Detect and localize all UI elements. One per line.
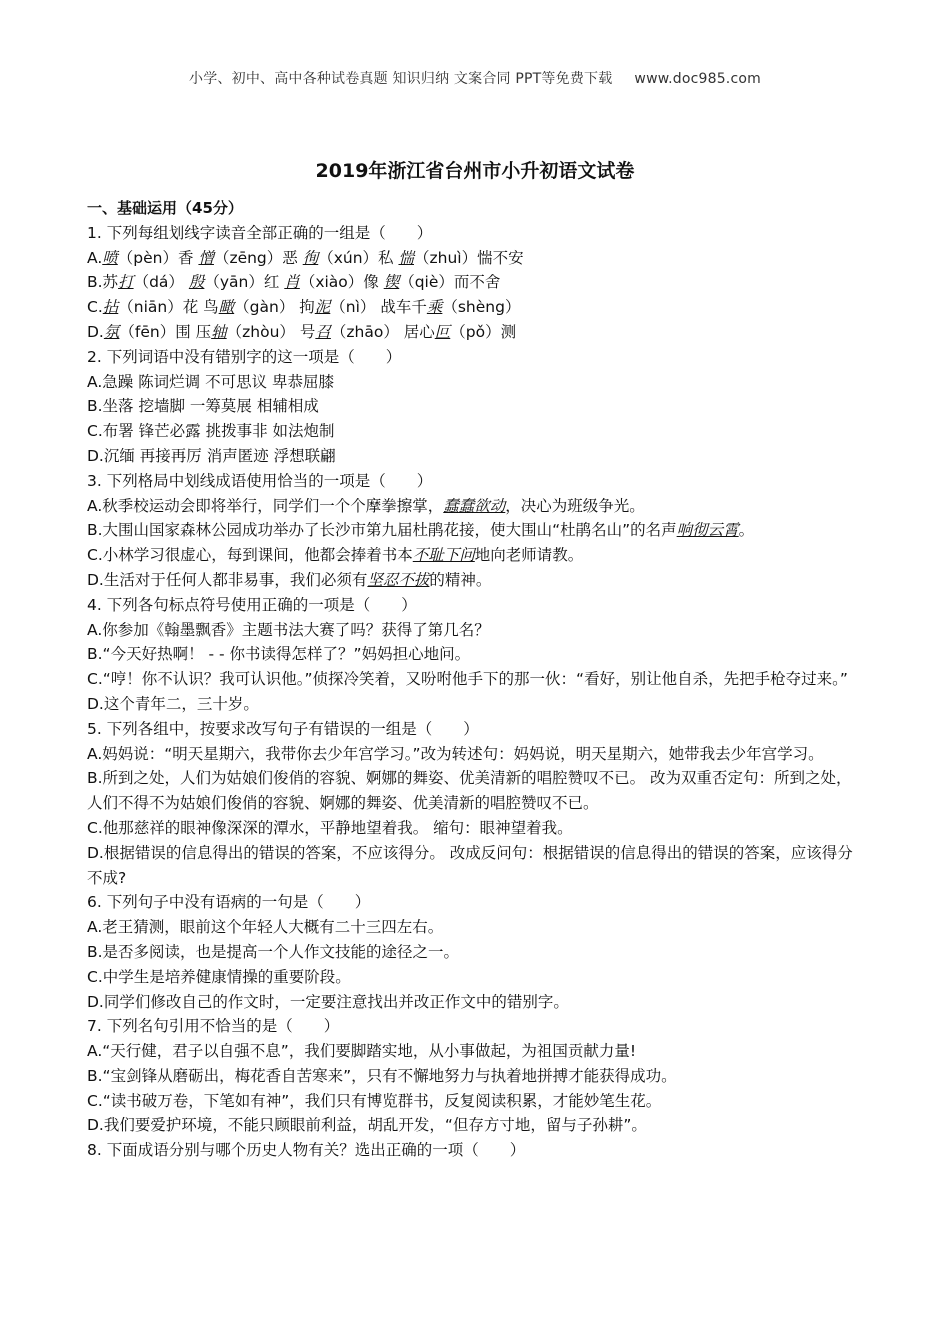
header-site-link[interactable]: www.doc985.com: [634, 71, 761, 87]
question-6-option-b: B.是否多阅读，也是提高一个人作文技能的途径之一。: [87, 942, 460, 961]
question-5-option-c: C.他那慈祥的眼神像深深的潭水，平静地望着我。 缩句：眼神望着我。: [87, 818, 573, 837]
question-4-option-a: A.你参加《翰墨飘香》主题书法大赛了吗？获得了第几名？: [87, 620, 490, 639]
question-6-stem: 6. 下列句子中没有语病的一句是（ ）: [87, 893, 371, 912]
question-3-option-b: B.大围山国家森林公园成功举办了长沙市第九届杜鹃花接，使大围山“杜鹃名山”的名声响彻云霄。: [87, 521, 755, 540]
question-2-option-a: A.急躁 陈词烂调 不可思议 卑恭屈膝: [87, 372, 335, 391]
question-4-option-d: D.这个青年二，三十岁。: [87, 694, 259, 713]
header-text: 小学、初中、高中各种试卷真题 知识归纳 文案合同 PPT等免费下载: [189, 71, 613, 87]
question-7-option-a: A.“天行健，君子以自强不息”，我们要脚踏实地，从小事做起，为祖国贡献力量!: [87, 1042, 637, 1061]
question-6-option-c: C.中学生是培养健康情操的重要阶段。: [87, 967, 351, 986]
question-2-option-c: C.布署 锋芒必露 挑拨事非 如法炮制: [87, 422, 335, 441]
exam-content: [87, 196, 865, 1163]
question-7-option-b: B.“宝剑锋从磨砺出，梅花香自苦寒来”，只有不懈地努力与执着地拼搏才能获得成功。: [87, 1066, 677, 1085]
exam-title: 2019年浙江省台州市小升初语文试卷: [315, 160, 635, 182]
question-1-option-a: A.喷（pèn）香 憎（zēng）恶 徇（xún）私 惴（zhuì）惴不安: [87, 248, 524, 267]
question-3-option-d: D.生活对于任何人都非易事，我们必须有坚忍不拔的精神。: [87, 570, 492, 589]
question-3-option-a: A.秋季校运动会即将举行，同学们一个个摩拳擦掌，蠢蠢欲动，决心为班级争光。: [87, 496, 645, 515]
question-4-option-b: B.“今天好热啊！ - - 你书读得怎样了？”妈妈担心地问。: [87, 645, 471, 664]
question-5-option-b: B.所到之处，人们为姑娘们俊俏的容貌、婀娜的舞姿、优美清新的唱腔赞叹不已。 改为双重否定句：所到之处，人们不得不为姑娘们俊俏的容貌、婀娜的舞姿、优美清新的唱腔赞叹不已。: [87, 769, 852, 813]
question-3-option-c: C.小林学习很虚心，每到课间，他都会捧着书本不耻下问地向老师请教。: [87, 546, 584, 565]
question-7-option-c: C.“读书破万卷，下笔如有神”，我们只有博览群书，反复阅读积累，才能妙笔生花。: [87, 1091, 662, 1110]
question-5-stem: 5. 下列各组中，按要求改写句子有错误的一组是（ ）: [87, 719, 479, 738]
question-1-option-b: B.苏打（dá） 殷（yān）红 肖（xiào）像 锲（qiè）而不舍: [87, 273, 501, 292]
question-3-stem: 3. 下列格局中划线成语使用恰当的一项是（ ）: [87, 471, 433, 490]
question-1-stem: 1. 下列每组划线字读音全部正确的一组是（ ）: [87, 223, 433, 242]
question-5-option-d: D.根据错误的信息得出的错误的答案，不应该得分。 改成反问句：根据错误的信息得出的错误的答案，应该得分不成?: [87, 843, 853, 887]
question-1-option-c: C.拈（niān）花 鸟瞰（gàn） 拘泥（nì） 战车千乘（shèng）: [87, 298, 521, 317]
question-2-option-b: B.坐落 挖墙脚 一筹莫展 相辅相成: [87, 397, 319, 416]
question-2-option-d: D.沉缅 再接再厉 消声匿迹 浮想联翩: [87, 446, 336, 465]
question-4-stem: 4. 下列各句标点符号使用正确的一项是（ ）: [87, 595, 417, 614]
section-heading: 一、基础运用（45分）: [87, 199, 243, 217]
question-6-option-d: D.同学们修改自己的作文时，一定要注意找出并改正作文中的错别字。: [87, 992, 569, 1011]
question-1-option-d: D.氛（fēn）围 压轴（zhòu） 号召（zhāo） 居心叵（pǒ）测: [87, 322, 517, 341]
question-7-stem: 7. 下列名句引用不恰当的是（ ）: [87, 1017, 340, 1036]
question-2-stem: 2. 下列词语中没有错别字的这一项是（ ）: [87, 347, 402, 366]
question-5-option-a: A.妈妈说：“明天星期六，我带你去少年宫学习。”改为转述句：妈妈说，明天星期六，她带我去少年宫学习。: [87, 744, 824, 763]
question-7-option-d: D.我们要爱护环境，不能只顾眼前利益，胡乱开发，“但存方寸地，留与子孙耕”。: [87, 1116, 647, 1135]
question-6-option-a: A.老王猜测，眼前这个年轻人大概有二十三四左右。: [87, 918, 444, 937]
question-8-stem: 8. 下面成语分别与哪个历史人物有关？选出正确的一项（ ）: [87, 1141, 526, 1160]
question-4-option-c: C.“哼！你不认识？我可认识他。”侦探冷笑着，又吩咐他手下的那一伙：“看好，别让他自杀，先把手枪夺过来。”: [87, 670, 848, 689]
page-header: [0, 68, 950, 88]
